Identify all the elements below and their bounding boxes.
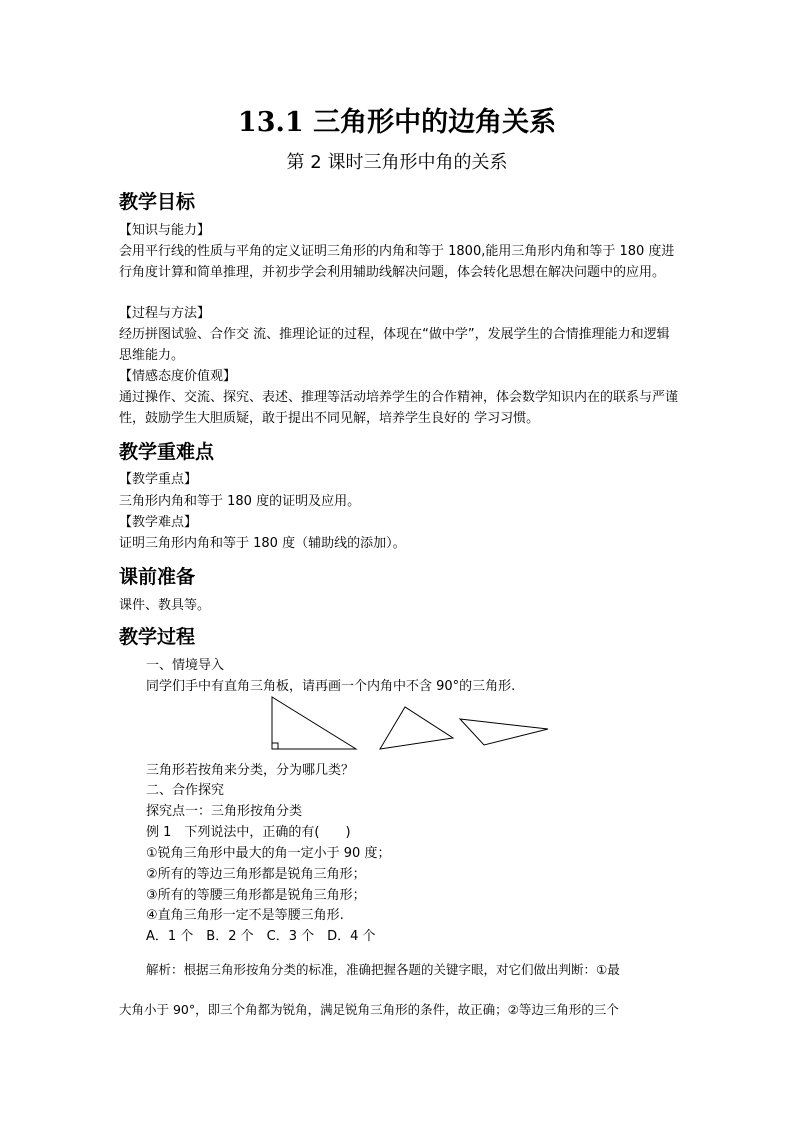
- focus-label: 【教学重点】: [119, 472, 198, 487]
- method-text: 经历拼图试验、合作交 流、推理论证的过程，体现在“做中学”，发展学生的合情推理能力和逻辑思维能力。: [119, 327, 670, 363]
- section-heading-prep: 课前准备: [119, 566, 196, 588]
- answer-options: A．1 个 B．2 个 C．3 个 D．4 个: [146, 929, 376, 944]
- emotion-text: 通过操作、交流、探究、表述、推理等活动培养学生的合作精神，体会数学知识内在的联系与严谨性，鼓励学生大胆质疑，敢于提出不同见解，培养学生良好的 学习习惯。: [119, 390, 679, 426]
- difficulty-label: 【教学难点】: [119, 515, 198, 530]
- statement-1: ①锐角三角形中最大的角一定小于 90 度；: [146, 846, 391, 861]
- section-heading-goals: 教学目标: [119, 191, 196, 213]
- classify-question: 三角形若按角来分类，分为哪几类？: [146, 763, 355, 778]
- statement-2: ②所有的等边三角形都是锐角三角形；: [146, 867, 366, 882]
- section-heading-process: 教学过程: [119, 626, 196, 648]
- analysis-line-2: 大角小于 90°，即三个角都为锐角，满足锐角三角形的条件，故正确；②等边三角形的三个: [119, 1002, 619, 1017]
- obtuse-triangle-figure: [460, 719, 548, 745]
- explore-point-1: 探究点一：三角形按角分类: [146, 804, 303, 819]
- right-triangle-figure: [272, 697, 356, 749]
- page-title: 13.1 三角形中的边角关系: [237, 107, 557, 138]
- statement-3: ③所有的等腰三角形都是锐角三角形；: [146, 888, 366, 903]
- knowledge-label: 【知识与能力】: [119, 223, 211, 238]
- section-heading-key-points: 教学重难点: [119, 441, 215, 463]
- method-label: 【过程与方法】: [119, 306, 211, 321]
- analysis-line-1: 解析：根据三角形按角分类的标准，准确把握各题的关键字眼，对它们做出判断：①最: [146, 962, 620, 977]
- statement-4: ④直角三角形一定不是等腰三角形.: [146, 908, 344, 923]
- knowledge-text: 会用平行线的性质与平角的定义证明三角形的内角和等于 1800,能用三角形内角和等于 180 度进行角度计算和简单推理，并初步学会利用辅助线解决问题，体会转化思想在解决问题中的应用。: [119, 244, 675, 280]
- emotion-label: 【情感态度价值观】: [119, 369, 237, 384]
- prep-text: 课件、教具等。: [119, 598, 211, 613]
- intro-text: 同学们手中有直角三角板，请再画一个内角中不含 90°的三角形.: [146, 679, 516, 694]
- intro-label: 一、情境导入: [146, 658, 225, 673]
- page-subtitle: 第 2 课时三角形中角的关系: [286, 152, 508, 173]
- difficulty-text: 证明三角形内角和等于 180 度（辅助线的添加）。: [119, 536, 406, 551]
- triangle-figures: [0, 693, 794, 759]
- focus-text: 三角形内角和等于 180 度的证明及应用。: [119, 494, 361, 509]
- example-1: 例 1 下列说法中，正确的有( ): [146, 825, 351, 840]
- acute-triangle-figure: [380, 707, 453, 749]
- explore-label: 二、合作探究: [146, 783, 225, 798]
